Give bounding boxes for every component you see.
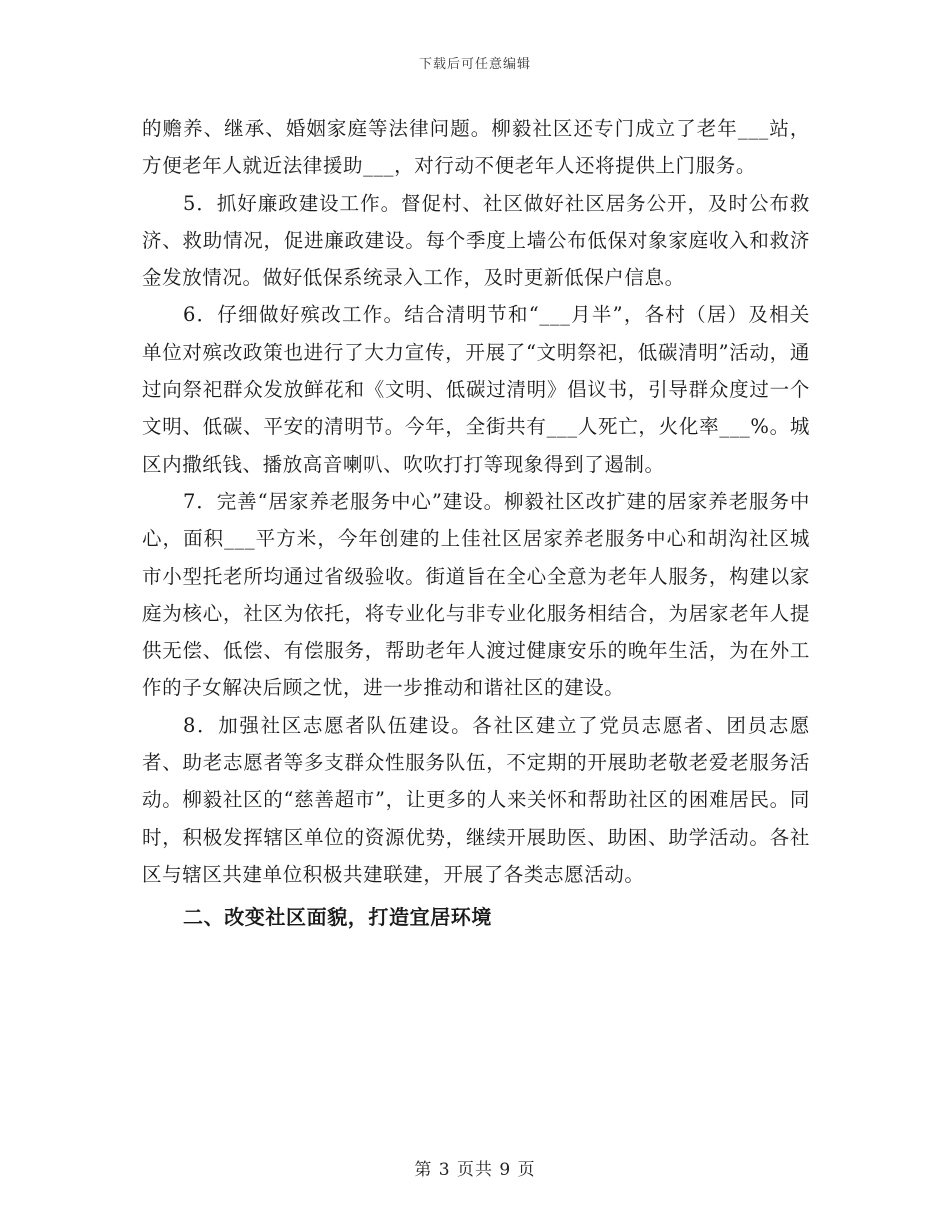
paragraph-item-7: 7．完善“居家养老服务中心”建设。柳毅社区改扩建的居家养老服务中心，面积___平方米，今年创建的上佳社区居家养老服务中心和胡沟社区城市小型托老所均通过省级验收。街道旨在全心全意为老年人服务，构建以家庭为核心，社区为依托，将专业化与非专业化服务相结合，为居家老年人提供无偿、低偿、有偿服务，帮助老年人渡过健康安乐的晚年生活，为在外工作的子女解决后顾之忧，进一步推动和谐社区的建设。: [142, 489, 810, 700]
document-body: [142, 110, 810, 937]
page-header: 下载后可任意编辑: [418, 57, 531, 72]
section-heading: 二、改变社区面貌，打造宜居环境: [183, 905, 492, 930]
page-footer: 第 3 页共 9 页: [414, 1160, 536, 1180]
paragraph-item-8: 8．加强社区志愿者队伍建设。各社区建立了党员志愿者、团员志愿者、助老志愿者等多支群众性服务队伍，不定期的开展助老敬老爱老服务活动。柳毅社区的“慈善超市”，让更多的人来关怀和帮助社区的困难居民。同时，积极发挥辖区单位的资源优势，继续开展助医、助困、助学活动。各社区与辖区共建单位积极共建联建，开展了各类志愿活动。: [142, 713, 810, 886]
paragraph-item-6: 6．仔细做好殡改工作。结合清明节和“___月半”，各村（居）及相关单位对殡改政策也进行了大力宣传，开展了“文明祭祀，低碳清明”活动，通过向祭祀群众发放鲜花和《文明、低碳过清明》倡议书，引导群众度过一个文明、低碳、平安的清明节。今年，全街共有___人死亡，火化率___%。城区内撒纸钱、播放高音喇叭、吹吹打打等现象得到了遏制。: [142, 303, 810, 476]
paragraph-continuation: 的赡养、继承、婚姻家庭等法律问题。柳毅社区还专门成立了老年___站，方便老年人就近法律援助___，对行动不便老年人还将提供上门服务。: [142, 117, 810, 178]
paragraph-item-5: 5．抓好廉政建设工作。督促村、社区做好社区居务公开，及时公布救济、救助情况，促进廉政建设。每个季度上墙公布低保对象家庭收入和救济金发放情况。做好低保系统录入工作，及时更新低保户信息。: [142, 191, 810, 290]
